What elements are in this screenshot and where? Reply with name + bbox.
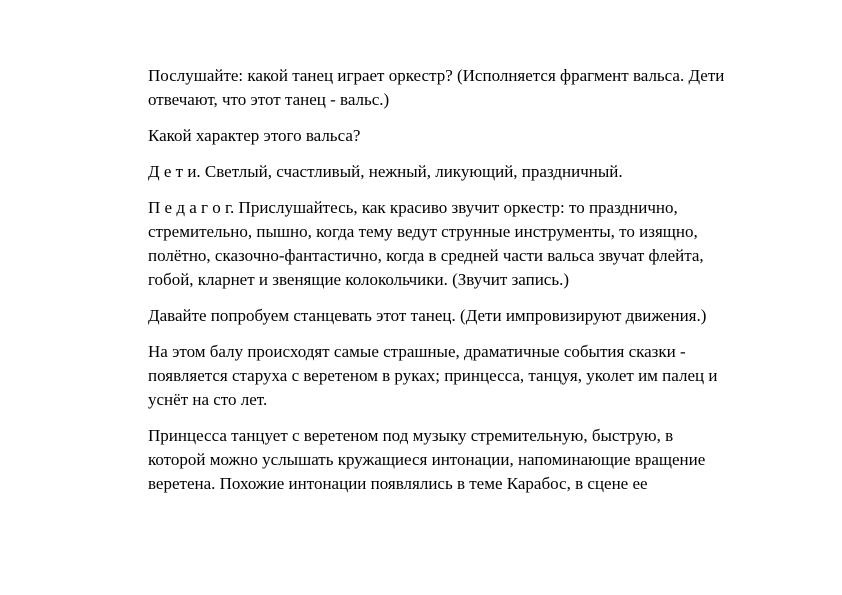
text-line: появляется старуха с веретеном в руках; принцесса, танцуя, уколет им палец и — [148, 366, 718, 385]
paragraph-question-character — [148, 124, 768, 148]
text-line: П е д а г о г. Прислушайтесь, как красиво звучит оркестр: то празднично, — [148, 198, 678, 217]
text-line: Д е т и. Светлый, счастливый, нежный, ликующий, праздничный. — [148, 162, 623, 181]
text-line: гобой, кларнет и звенящие колокольчики. (Звучит запись.) — [148, 270, 570, 289]
text-line: стремительно, пышно, когда тему ведут струнные инструменты, то изящно, — [148, 222, 698, 241]
text-line: Послушайте: какой танец играет оркестр? (Исполняется фрагмент вальса. Дети — [148, 66, 725, 85]
text-line: Принцесса танцует с веретеном под музыку стремительную, быструю, в — [148, 426, 674, 445]
text-line: На этом балу происходят самые страшные, драматичные события сказки - — [148, 342, 686, 361]
text-line: которой можно услышать кружащиеся интонации, напоминающие вращение — [148, 450, 706, 469]
paragraph-teacher-remark — [148, 196, 768, 292]
paragraph-children-answer — [148, 160, 768, 184]
paragraph-ball-events — [148, 340, 768, 412]
text-line: полётно, сказочно-фантастично, когда в средней части вальса звучат флейта, — [148, 246, 704, 265]
paragraph-question-dance — [148, 64, 768, 112]
text-line: отвечают, что этот танец - вальс.) — [148, 90, 390, 109]
text-line: Давайте попробуем станцевать этот танец. (Дети импровизируют движения.) — [148, 306, 707, 325]
text-line: веретена. Похожие интонации появлялись в теме Карабос, в сцене ее — [148, 474, 648, 493]
paragraph-princess-dance — [148, 424, 768, 496]
paragraph-dance-invite — [148, 304, 768, 328]
text-line: Какой характер этого вальса? — [148, 126, 361, 145]
text-line: уснёт на сто лет. — [148, 390, 268, 409]
document-text — [148, 64, 768, 508]
